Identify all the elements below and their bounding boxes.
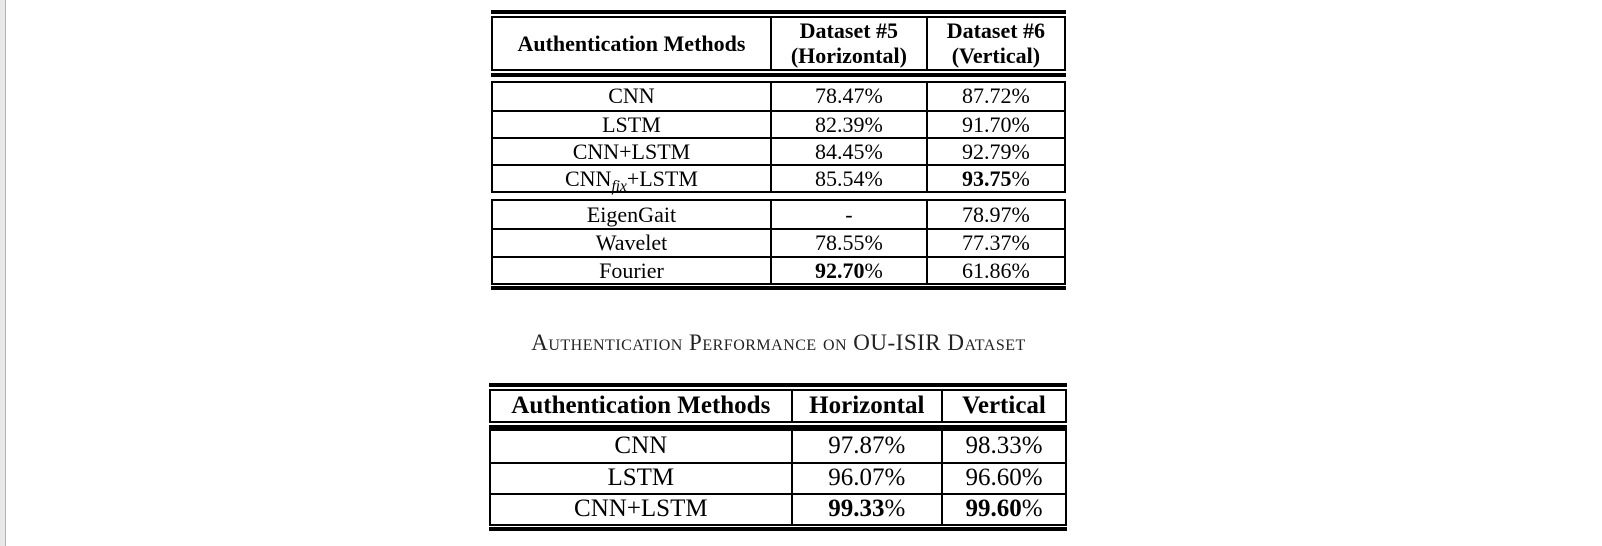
method-cell: LSTM bbox=[602, 111, 661, 137]
value-cell-horizontal: 78.55% bbox=[770, 230, 926, 255]
table1-top-rule bbox=[491, 10, 1066, 14]
table2-header-row bbox=[491, 391, 1065, 421]
best-value: 99.33 bbox=[828, 495, 885, 522]
value-cell-vertical: 96.60% bbox=[941, 464, 1065, 493]
table2-header-vertical: Vertical bbox=[941, 391, 1065, 421]
percent-sign: % bbox=[884, 495, 906, 522]
table1-header-row bbox=[493, 18, 1064, 69]
value-cell-horizontal: 96.07% bbox=[791, 464, 941, 493]
table2-body bbox=[489, 429, 1067, 526]
method-subscript: fix bbox=[611, 178, 627, 196]
table-row bbox=[493, 228, 1064, 255]
value-cell-horizontal: 78.47% bbox=[770, 83, 926, 110]
value-cell-vertical: 98.33% bbox=[941, 431, 1065, 462]
value-cell-horizontal: 97.87% bbox=[791, 431, 941, 462]
table1-header-methods: Authentication Methods bbox=[517, 30, 746, 56]
table1-header-dataset6-line1: Dataset #6 bbox=[946, 18, 1046, 43]
table-ou-isir bbox=[489, 383, 1067, 531]
method-cell: Wavelet bbox=[595, 230, 668, 256]
value-cell-horizontal: 82.39% bbox=[770, 112, 926, 137]
percent-sign: % bbox=[864, 257, 883, 283]
table1-header-dataset6-line2: (Vertical) bbox=[951, 43, 1041, 69]
table2-header-methods: Authentication Methods bbox=[511, 391, 771, 419]
method-cell: LSTM bbox=[607, 464, 675, 492]
best-value: 93.75 bbox=[961, 166, 1012, 192]
method-cell: EigenGait bbox=[586, 202, 677, 228]
table-dataset5-dataset6 bbox=[491, 10, 1066, 290]
method-cell: CNN bbox=[614, 432, 668, 460]
table-row bbox=[493, 201, 1064, 228]
best-value: 92.70 bbox=[814, 257, 865, 283]
value-cell-vertical: 92.79% bbox=[926, 139, 1064, 164]
table2-top-rule bbox=[489, 383, 1067, 387]
table-row-cnn-lstm-best bbox=[491, 493, 1065, 524]
table-row bbox=[493, 83, 1064, 110]
table1-header-dataset5-line2: (Horizontal) bbox=[790, 43, 907, 69]
value-cell-horizontal: 85.54% bbox=[770, 166, 926, 191]
table2-bottom-rule bbox=[489, 527, 1067, 531]
table1-group-deep-learning bbox=[491, 81, 1066, 194]
table-row bbox=[493, 137, 1064, 164]
page-left-edge bbox=[0, 0, 6, 546]
table-row-fourier bbox=[493, 256, 1064, 283]
value-cell-horizontal: - bbox=[770, 201, 926, 228]
best-value: 99.60 bbox=[965, 495, 1022, 522]
value-cell-vertical: 87.72% bbox=[926, 83, 1064, 110]
value-cell-horizontal-best bbox=[791, 495, 941, 524]
method-cell bbox=[493, 166, 770, 196]
value-cell-horizontal: 84.45% bbox=[770, 139, 926, 164]
table1-header-dataset5 bbox=[770, 18, 926, 69]
table2-caption: Authentication Performance on OU-ISIR Dataset bbox=[531, 330, 1026, 355]
value-cell-vertical-best bbox=[941, 495, 1065, 524]
table1-header-dataset6 bbox=[926, 18, 1064, 69]
table-row bbox=[493, 110, 1064, 137]
value-cell-vertical: 77.37% bbox=[926, 230, 1064, 255]
method-cell: Fourier bbox=[599, 257, 664, 283]
table1-bottom-rule bbox=[491, 286, 1066, 290]
table1-header-dataset5-line1: Dataset #5 bbox=[799, 18, 899, 43]
table2-header bbox=[489, 389, 1067, 423]
value-cell-vertical: 78.97% bbox=[926, 201, 1064, 228]
table-row-cnnfix-lstm bbox=[493, 164, 1064, 196]
value-cell-vertical: 61.86% bbox=[926, 258, 1064, 283]
value-cell-vertical-best bbox=[926, 166, 1064, 191]
table1-header bbox=[491, 16, 1066, 71]
method-cell: CNN bbox=[608, 83, 655, 109]
table1-group-classical bbox=[491, 199, 1066, 285]
percent-sign: % bbox=[1021, 495, 1043, 522]
method-prefix: CNN bbox=[564, 166, 612, 192]
method-suffix: +LSTM bbox=[626, 166, 698, 192]
table2-header-horizontal: Horizontal bbox=[791, 391, 941, 421]
table-row bbox=[491, 431, 1065, 462]
value-cell-vertical: 91.70% bbox=[926, 112, 1064, 137]
method-cell: CNN+LSTM bbox=[572, 138, 691, 164]
method-cell: CNN+LSTM bbox=[574, 495, 708, 523]
table-row bbox=[491, 462, 1065, 493]
percent-sign: % bbox=[1011, 166, 1030, 192]
value-cell-horizontal-best bbox=[770, 258, 926, 283]
table1-header-rule bbox=[491, 73, 1066, 77]
